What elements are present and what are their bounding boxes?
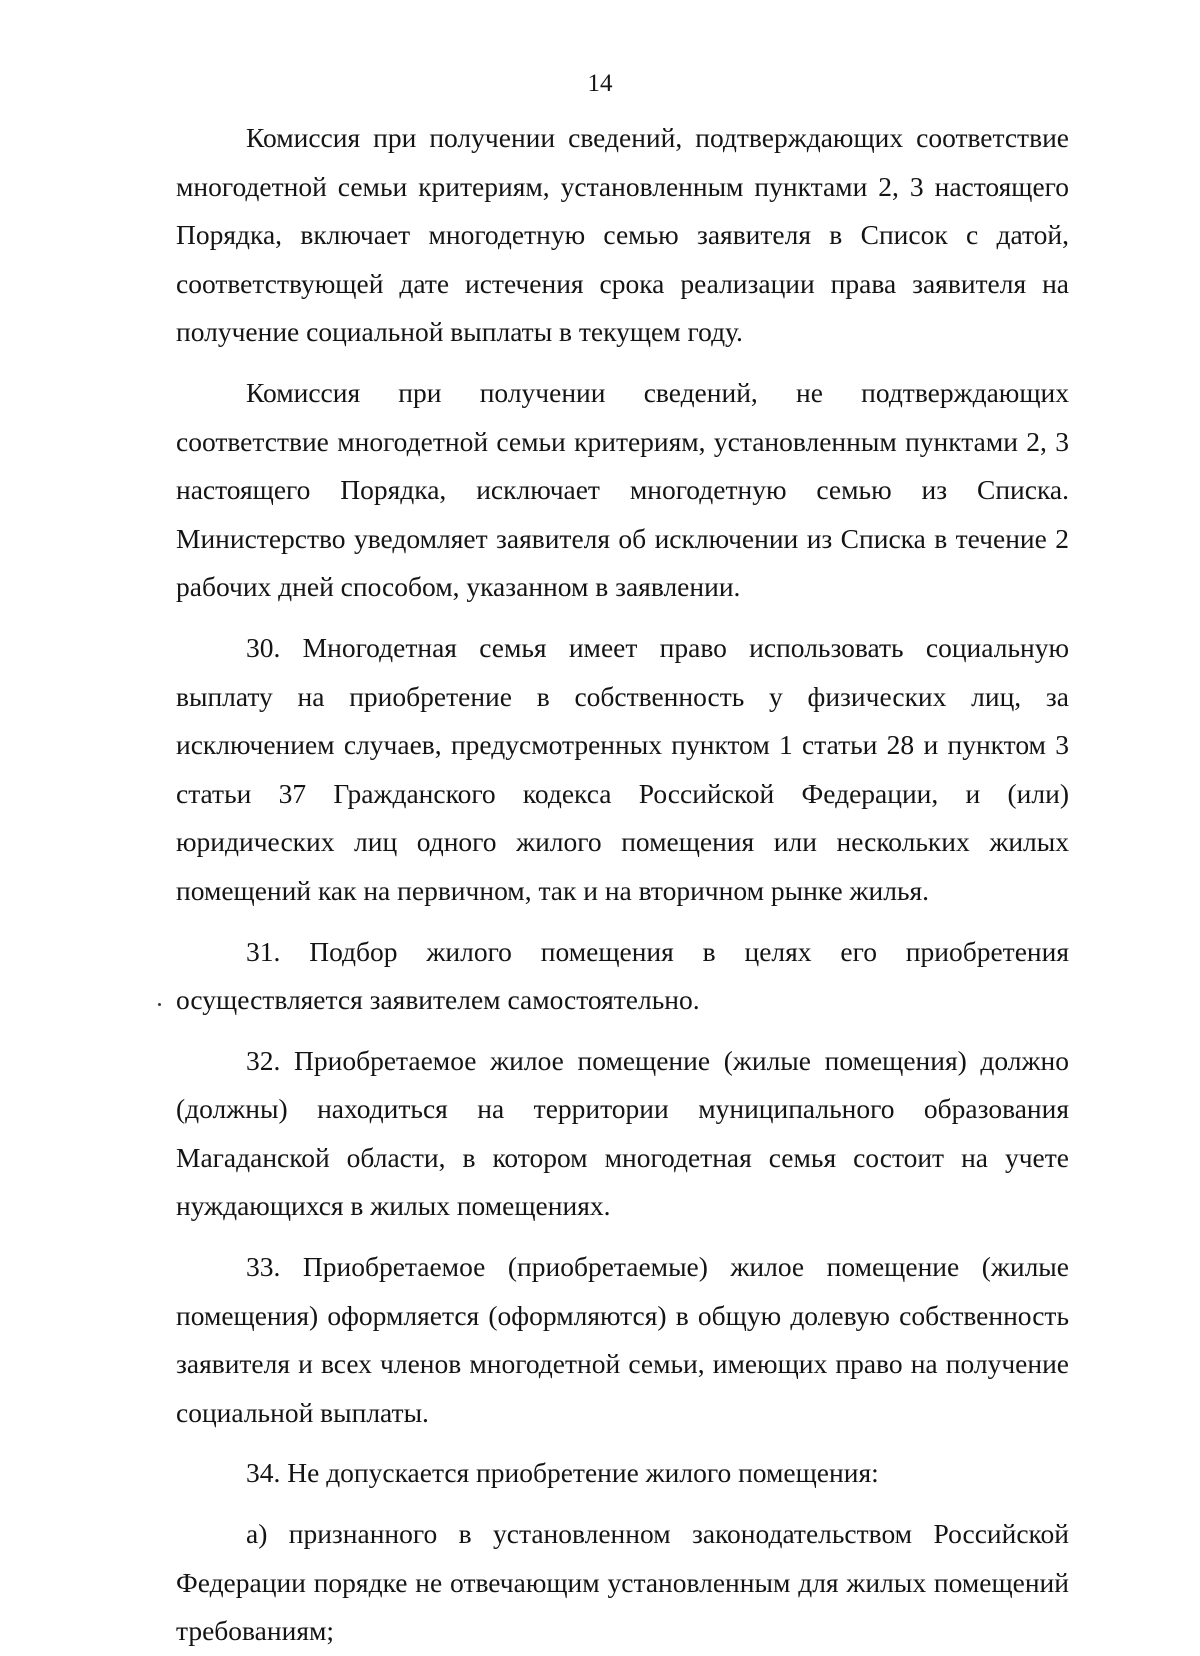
- paragraph-item-31: 31. Подбор жилого помещения в целях его приобретения осуществляется заявителем самостоятельно.: [176, 935, 1069, 1016]
- paragraph-commission-exclude: Комиссия при получении сведений, не подтверждающих соответствие многодетной семьи критериям, установленным пунктами 2, 3 настоящего Порядка, исключает многодетную семью из Списка. Министерство уведомляет заявителя об исключении из Списка в течение 2 рабочих дней способом, указанном в заявлении.: [176, 376, 1069, 603]
- page-number: 14: [587, 70, 613, 97]
- paragraph-item-30: 30. Многодетная семья имеет право использовать социальную выплату на приобретение в собственность у физических лиц, за исключением случаев, предусмотренных пунктом 1 статьи 28 и пунктом 3 статьи 37 Гражданского кодекса Российской Федерации, и (или) юридических лиц одного жилого помещения или нескольких жилых помещений как на первичном, так и на вторичном рынке жилья.: [176, 631, 1069, 906]
- paragraph-item-33: 33. Приобретаемое (приобретаемые) жилое помещение (жилые помещения) оформляется (оформляются) в общую долевую собственность заявителя и всех членов многодетной семьи, имеющих право на получение социальной выплаты.: [176, 1251, 1069, 1428]
- paragraph-item-34-a: а) признанного в установленном законодательством Российской Федерации порядке не отвечающим установленным для жилых помещений требованиям;: [176, 1518, 1069, 1647]
- paragraph-commission-include: Комиссия при получении сведений, подтверждающих соответствие многодетной семьи критериям, установленным пунктами 2, 3 настоящего Порядка, включает многодетную семью заявителя в Список с датой, соответствующей дате истечения срока реализации права заявителя на получение социальной выплаты в текущем году.: [176, 122, 1069, 348]
- document-body: [176, 114, 1069, 1656]
- scan-speck: [158, 1003, 161, 1006]
- paragraph-item-32: 32. Приобретаемое жилое помещение (жилые помещения) должно (должны) находиться на территории муниципального образования Магаданской области, в котором многодетная семья состоит на учете нуждающихся в жилых помещениях.: [176, 1044, 1069, 1222]
- paragraph-item-34: 34. Не допускается приобретение жилого помещения:: [246, 1457, 879, 1489]
